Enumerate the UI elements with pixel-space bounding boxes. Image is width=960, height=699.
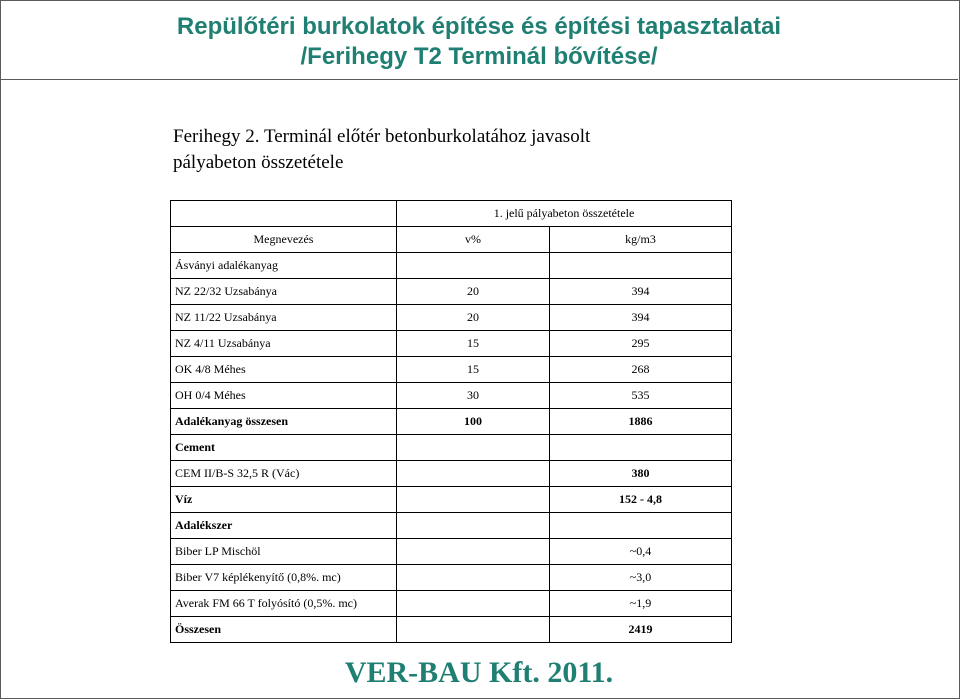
- row-v-percent: 20: [397, 279, 550, 305]
- table-row: [171, 305, 732, 331]
- row-name: Adalékanyag összesen: [171, 409, 397, 435]
- table-row: [171, 409, 732, 435]
- table-corner-cell: [171, 201, 397, 227]
- table-row: [171, 539, 732, 565]
- row-name: Averak FM 66 T folyósító (0,5%. mc): [171, 591, 397, 617]
- row-name: CEM II/B-S 32,5 R (Vác): [171, 461, 397, 487]
- row-v-percent: 20: [397, 305, 550, 331]
- row-kg-m3: [550, 513, 732, 539]
- row-kg-m3: 152 - 4,8: [550, 487, 732, 513]
- col-header-name: Megnevezés: [171, 227, 397, 253]
- row-kg-m3: 1886: [550, 409, 732, 435]
- row-kg-m3: ~3,0: [550, 565, 732, 591]
- row-name: Adalékszer: [171, 513, 397, 539]
- row-kg-m3: [550, 435, 732, 461]
- row-kg-m3: 394: [550, 305, 732, 331]
- row-kg-m3: 380: [550, 461, 732, 487]
- table-row: [171, 565, 732, 591]
- table-row: [171, 435, 732, 461]
- table-column-header-row: [171, 227, 732, 253]
- subtitle: [173, 124, 733, 176]
- row-name: NZ 11/22 Uzsabánya: [171, 305, 397, 331]
- row-kg-m3: ~1,9: [550, 591, 732, 617]
- table-row: [171, 383, 732, 409]
- row-v-percent: [397, 591, 550, 617]
- row-name: Biber V7 képlékenyítő (0,8%. mc): [171, 565, 397, 591]
- row-v-percent: 15: [397, 331, 550, 357]
- table-row: [171, 487, 732, 513]
- table-row: [171, 461, 732, 487]
- row-name: Ásványi adalékanyag: [171, 253, 397, 279]
- row-kg-m3: ~0,4: [550, 539, 732, 565]
- row-v-percent: [397, 513, 550, 539]
- row-kg-m3: [550, 253, 732, 279]
- row-name: OH 0/4 Méhes: [171, 383, 397, 409]
- row-kg-m3: 268: [550, 357, 732, 383]
- row-kg-m3: 535: [550, 383, 732, 409]
- row-v-percent: [397, 253, 550, 279]
- row-name: Víz: [171, 487, 397, 513]
- row-kg-m3: 394: [550, 279, 732, 305]
- row-v-percent: 15: [397, 357, 550, 383]
- row-v-percent: [397, 539, 550, 565]
- footer-company: VER-BAU Kft. 2011.: [344, 656, 614, 689]
- subtitle-line1: Ferihegy 2. Terminál előtér betonburkolatához javasolt: [173, 126, 591, 147]
- col-header-v: v%: [397, 227, 550, 253]
- group-header: 1. jelű pályabeton összetétele: [397, 201, 732, 227]
- row-kg-m3: 295: [550, 331, 732, 357]
- row-v-percent: [397, 617, 550, 643]
- table-row: [171, 253, 732, 279]
- row-v-percent: [397, 461, 550, 487]
- row-v-percent: 100: [397, 409, 550, 435]
- row-v-percent: 30: [397, 383, 550, 409]
- row-name: NZ 22/32 Uzsabánya: [171, 279, 397, 305]
- row-name: NZ 4/11 Uzsabánya: [171, 331, 397, 357]
- row-v-percent: [397, 487, 550, 513]
- row-name: Biber LP Mischöl: [171, 539, 397, 565]
- table-row: [171, 617, 732, 643]
- mix-composition-table: [170, 200, 732, 643]
- table-row: [171, 513, 732, 539]
- table-row: [171, 279, 732, 305]
- col-header-kg: kg/m3: [550, 227, 732, 253]
- row-kg-m3: 2419: [550, 617, 732, 643]
- table-group-header-row: [171, 201, 732, 227]
- row-name: Összesen: [171, 617, 397, 643]
- table-row: [171, 357, 732, 383]
- slide-header: [0, 0, 958, 80]
- row-name: OK 4/8 Méhes: [171, 357, 397, 383]
- row-name: Cement: [171, 435, 397, 461]
- table-row: [171, 591, 732, 617]
- subtitle-line2: pályabeton összetétele: [173, 152, 344, 173]
- slide-title-line1: Repülőtéri burkolatok építése és építési tapasztalatai: [176, 13, 782, 40]
- slide-title-line2: /Ferihegy T2 Terminál bővítése/: [300, 43, 658, 70]
- row-v-percent: [397, 565, 550, 591]
- table-row: [171, 331, 732, 357]
- row-v-percent: [397, 435, 550, 461]
